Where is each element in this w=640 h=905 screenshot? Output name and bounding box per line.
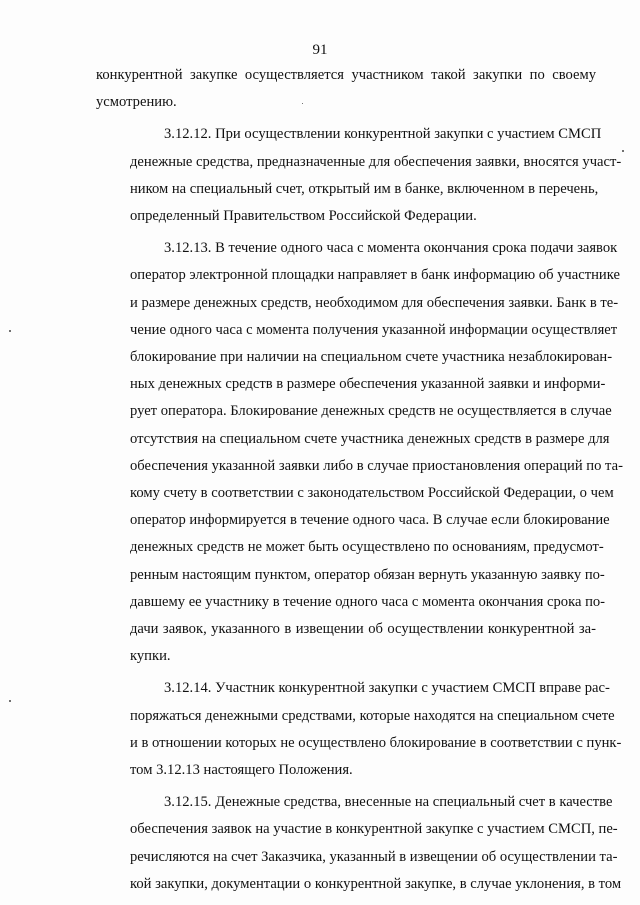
text-line: усмотрению.: [96, 94, 177, 111]
text-line: оператор электронной площадки направляет в банк информацию об участнике: [130, 267, 620, 284]
text-line: денежные средства, предназначенные для обеспечения заявки, вносятся участ-: [130, 153, 622, 170]
text-line: ником на специальный счет, открытый им в банке, включенном в перечень,: [130, 180, 599, 197]
text-line: оператор информируется в течение одного часа. В случае если блокирование: [130, 512, 610, 529]
text-line: определенный Правительством Российской Федерации.: [130, 208, 477, 225]
paragraph-3-12-12: [96, 121, 622, 230]
text-line: кому счету в соответствии с законодательством Российской Федерации, о чем: [130, 485, 614, 502]
text-line: 3.12.14. Участник конкурентной закупки с участием СМСП вправе рас-: [164, 680, 610, 697]
paragraph-cont: [96, 62, 596, 116]
page-number: 91: [312, 42, 328, 58]
text-line: поряжаться денежными средствами, которые находятся на специальном счете: [130, 707, 615, 724]
document-body: [96, 62, 623, 903]
text-line: и в отношении которых не осуществлено блокирование в соответствии с пунк-: [130, 734, 622, 751]
paragraph-3-12-15: [96, 789, 622, 898]
text-line: том 3.12.13 настоящего Положения.: [130, 762, 353, 779]
text-line: отсутствия на специальном счете участника денежных средств в размере для: [130, 430, 610, 447]
text-line: 3.12.12. При осуществлении конкурентной закупки с участием СМСП: [164, 126, 602, 143]
text-line: конкурентной закупке осуществляется участником такой закупки по своему: [96, 67, 596, 83]
text-line: купки.: [130, 648, 171, 665]
paragraph-3-12-13: [96, 235, 623, 670]
text-line: кой закупки, документации о конкурентной закупке, в случае уклонения, в том: [130, 875, 622, 892]
text-line: ренным настоящим пунктом, оператор обязан вернуть указанную заявку по-: [130, 566, 605, 583]
text-line: речисляются на счет Заказчика, указанный в извещении об осуществлении та-: [130, 848, 618, 865]
text-line: чение одного часа с момента получения указанной информации осуществляет: [130, 321, 618, 338]
text-line: ных денежных средств в размере обеспечения указанной заявки и информи-: [130, 376, 606, 393]
paragraph-3-12-14: [96, 675, 622, 784]
text-line: и размере денежных средств, необходимом для обеспечения заявки. Банк в те-: [130, 294, 619, 311]
text-line: 3.12.13. В течение одного часа с момента окончания срока подачи заявок: [164, 240, 618, 257]
text-line: 3.12.15. Денежные средства, внесенные на специальный счет в качестве: [164, 794, 613, 811]
text-line: обеспечения указанной заявки либо в случае приостановления операций по та-: [130, 457, 623, 474]
text-line: блокирование при наличии на специальном счете участника незаблокирован-: [130, 349, 613, 366]
text-line: давшему ее участнику в течение одного часа с момента окончания срока по-: [130, 593, 606, 610]
text-line: денежных средств не может быть осуществлено по основаниям, предусмот-: [130, 539, 604, 556]
text-line: рует оператора. Блокирование денежных средств не осуществляется в случае: [130, 403, 612, 420]
text-line: дачи заявок, указанного в извещении об осуществлении конкурентной за-: [130, 621, 596, 638]
text-line: обеспечения заявок на участие в конкурентной закупке с участием СМСП, пе-: [130, 821, 618, 838]
